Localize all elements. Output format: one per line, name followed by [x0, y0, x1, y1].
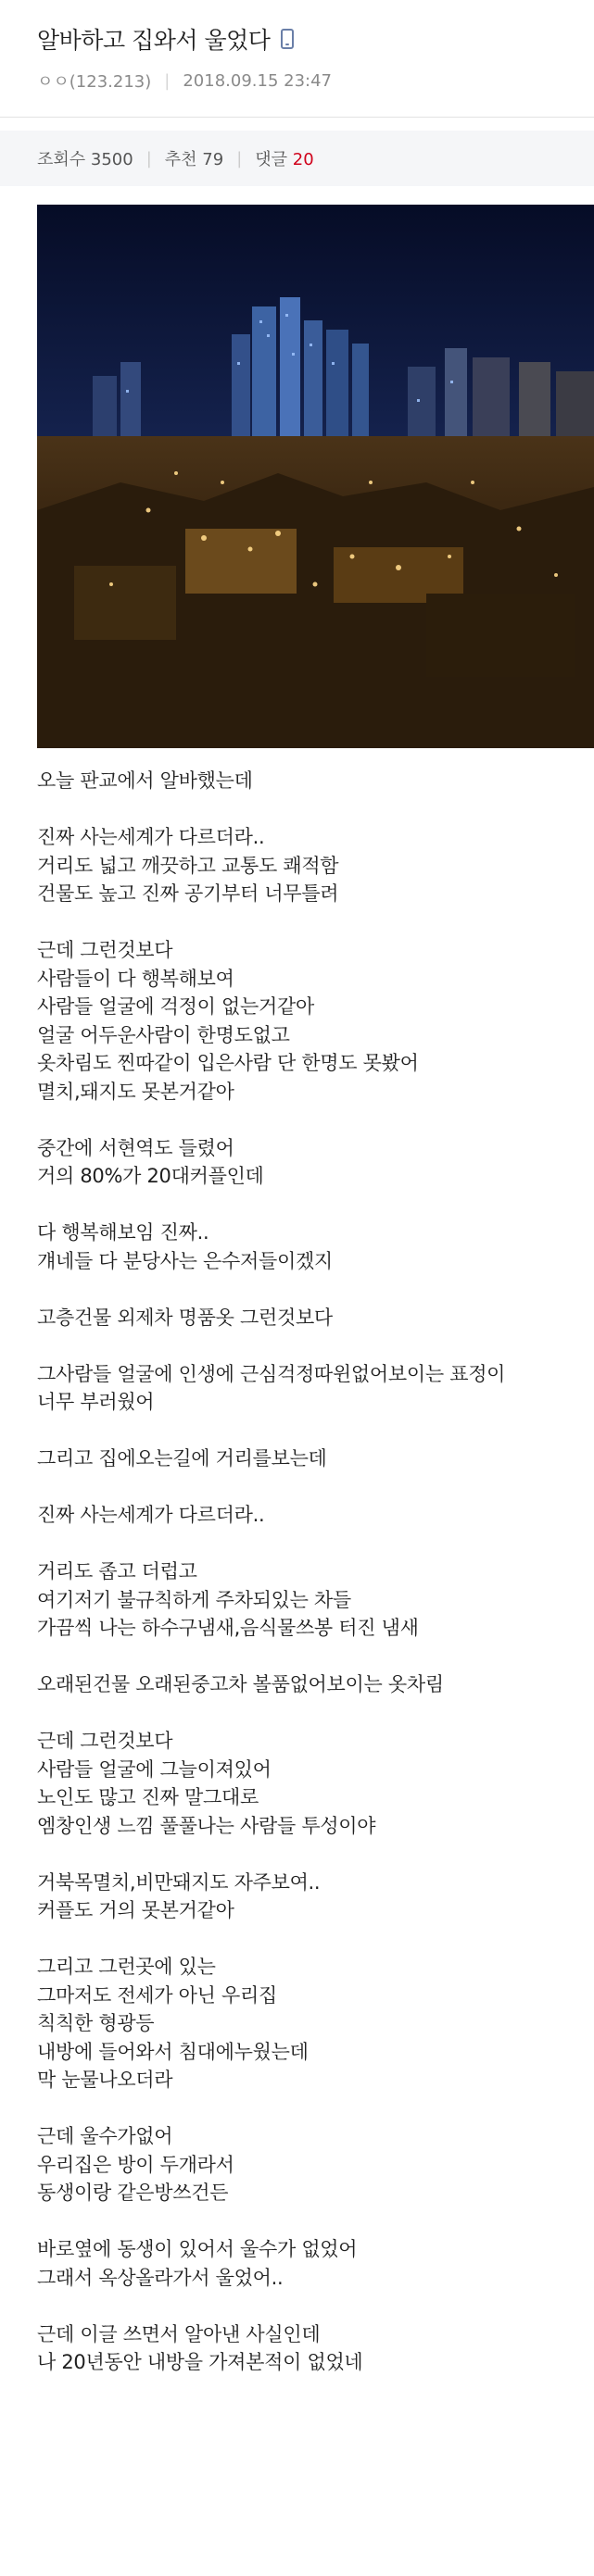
body-paragraph	[37, 1869, 594, 1925]
post-body	[37, 767, 594, 2377]
post-header	[0, 0, 594, 93]
body-line: 근데 울수가없어	[37, 2125, 173, 2147]
body-line: 너무 부러웠어	[37, 1391, 155, 1413]
body-paragraph	[37, 1360, 594, 1417]
mobile-icon	[281, 29, 294, 49]
post-datetime: 2018.09.15 23:47	[183, 70, 332, 91]
body-line: 거리도 좁고 더럽고	[37, 1560, 197, 1582]
body-line: 거북목멸치,비만돼지도 자주보여..	[37, 1870, 321, 1894]
photo-illustration	[37, 205, 594, 748]
body-paragraph	[37, 936, 594, 1106]
body-line: 가끔씩 나는 하수구냄새,음식물쓰봉 터진 냄새	[37, 1617, 419, 1639]
comment-count: 20	[292, 150, 314, 169]
body-paragraph	[37, 2320, 594, 2377]
title-row	[37, 20, 594, 57]
body-paragraph	[37, 1304, 594, 1332]
body-line: 그마저도 전세가 아닌 우리집	[37, 1983, 277, 2007]
body-line: 사람들 얼굴에 그늘이져있어	[37, 1757, 272, 1781]
body-line: 내방에 들어와서 침대에누웠는데	[37, 2040, 309, 2063]
stats-bar	[0, 131, 594, 186]
body-line: 사람들 얼굴에 걱정이 없는거같아	[37, 995, 314, 1018]
body-line: 칙칙한 형광등	[37, 2012, 155, 2034]
body-paragraph	[37, 1444, 594, 1473]
body-paragraph	[37, 2122, 594, 2207]
body-line: 중간에 서현역도 들렸어	[37, 1136, 234, 1159]
author-name[interactable]: ㅇㅇ(123.213)	[37, 72, 152, 92]
header-divider	[0, 117, 594, 118]
body-paragraph	[37, 767, 594, 795]
meta-separator: |	[164, 70, 171, 91]
body-line: 막 눈물나오더라	[37, 2069, 173, 2091]
body-line: 오래된건물 오래된중고차 볼품없어보이는 옷차림	[37, 1673, 444, 1695]
post-title: 알바하고 집와서 울었다	[37, 27, 271, 54]
body-line: 걔네들 다 분당사는 은수저들이겠지	[37, 1249, 333, 1272]
body-line: 동생이랑 같은방쓰건든	[37, 2182, 229, 2204]
body-line: 멸치,돼지도 못본거같아	[37, 1080, 234, 1103]
body-paragraph	[37, 1727, 594, 1840]
comment-count-group[interactable]	[255, 146, 313, 170]
body-paragraph	[37, 1219, 594, 1275]
stats-separator: |	[145, 148, 152, 169]
body-line: 여기저기 불규칙하게 주차되있는 차들	[37, 1588, 351, 1611]
body-line: 거의 80%가 20대커플인데	[37, 1165, 264, 1187]
body-line: 근데 이글 쓰면서 알아낸 사실인데	[37, 2322, 321, 2345]
body-line: 근데 그런것보다	[37, 1730, 173, 1752]
body-paragraph	[37, 1953, 594, 2095]
body-line: 얼굴 어두운사람이 한명도없고	[37, 1023, 290, 1046]
body-line: 바로옆에 동생이 있어서 울수가 없었어	[37, 2238, 358, 2260]
body-paragraph	[37, 2235, 594, 2292]
body-paragraph	[37, 1557, 594, 1643]
body-line: 근데 그런것보다	[37, 939, 173, 961]
post-meta	[37, 69, 594, 93]
body-line: 진짜 사는세계가 다르더라..	[37, 1504, 265, 1526]
body-line: 고층건물 외제차 명품옷 그런것보다	[37, 1306, 333, 1329]
body-paragraph	[37, 1134, 594, 1191]
body-paragraph	[37, 1501, 594, 1530]
body-paragraph	[37, 823, 594, 908]
body-line: 사람들이 다 행복해보여	[37, 967, 234, 990]
view-count: 조회수 3500	[37, 150, 133, 169]
body-line: 그리고 그런곳에 있는	[37, 1956, 216, 1978]
body-line: 오늘 판교에서 알바했는데	[37, 769, 253, 792]
body-line: 엠창인생 느낌 풀풀나는 사람들 투성이야	[37, 1814, 376, 1837]
body-line: 그사람들 얼굴에 인생에 근심걱정따윈없어보이는 표정이	[37, 1362, 506, 1385]
recommend-count: 추천 79	[164, 150, 224, 169]
body-line: 옷차림도 찐따같이 입은사람 단 한명도 못봤어	[37, 1052, 419, 1074]
body-line: 우리집은 방이 두개라서	[37, 2153, 234, 2176]
body-line: 커플도 거의 못본거같아	[37, 1899, 234, 1921]
body-line: 거리도 넓고 깨끗하고 교통도 쾌적함	[37, 854, 339, 877]
body-line: 그리고 집에오는길에 거리를보는데	[37, 1447, 327, 1469]
night-city-skyline-photo	[37, 205, 594, 748]
comment-label: 댓글	[255, 150, 288, 169]
body-paragraph	[37, 1670, 594, 1699]
body-line: 진짜 사는세계가 다르더라..	[37, 826, 265, 848]
body-line: 다 행복해보임 진짜..	[37, 1221, 209, 1244]
stats-separator: |	[236, 148, 243, 169]
body-line: 나 20년동안 내방을 가져본적이 없었네	[37, 2351, 363, 2373]
body-line: 건물도 높고 진짜 공기부터 너무틀려	[37, 882, 339, 905]
body-line: 노인도 많고 진짜 말그대로	[37, 1786, 259, 1808]
body-line: 그래서 옥상올라가서 울었어..	[37, 2266, 284, 2289]
